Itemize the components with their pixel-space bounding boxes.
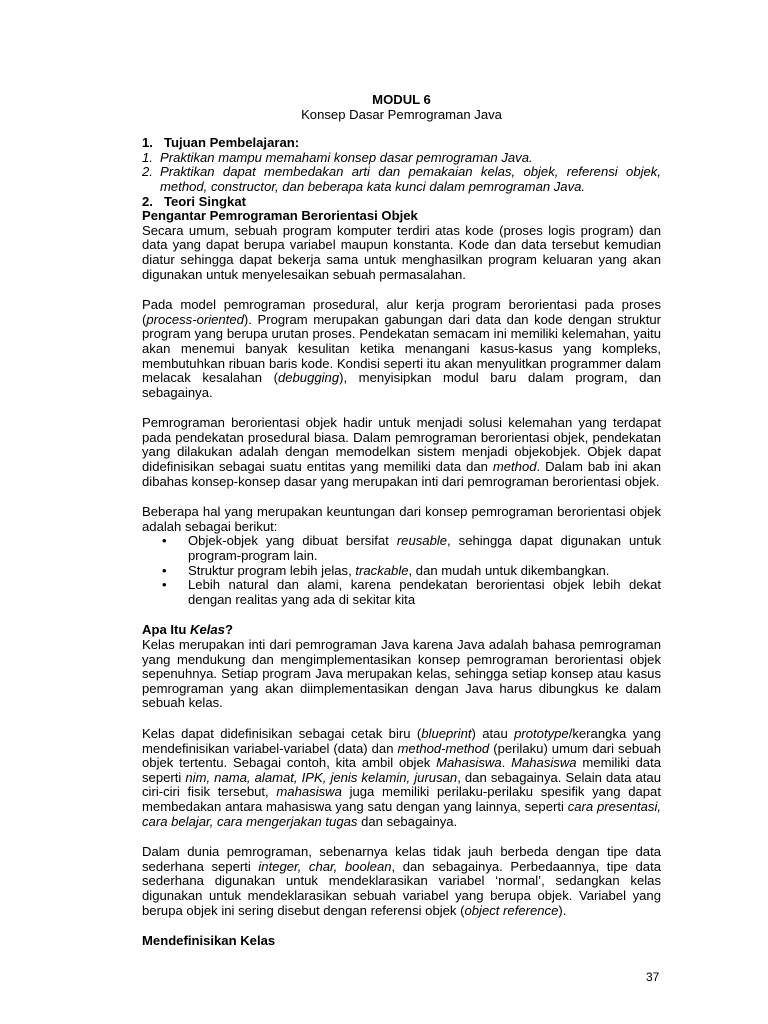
italic-term: blueprint [421, 725, 472, 741]
list-item [162, 534, 661, 563]
page-content [142, 93, 661, 949]
list-item [142, 165, 661, 194]
italic-term: mahasiswa [276, 784, 342, 800]
list-item [162, 578, 661, 607]
list-item [142, 151, 661, 166]
text-run: Kelas dapat didefinisikan sebagai cetak biru ( [142, 725, 422, 741]
bullet-icon: • [162, 533, 167, 549]
italic-term: Mahasiswa [436, 755, 502, 771]
subheading-pengantar: Pengantar Pemrograman Berorientasi Objek [142, 208, 418, 224]
list-item-text: Praktikan mampu memahami konsep dasar pemrograman Java. [160, 149, 533, 165]
text-run: Lebih natural dan alami, karena pendekatan berorientasi objek lebih dekat dengan realitas yang ada di sekitar kita [188, 577, 661, 607]
list-item-number: 1. [142, 149, 153, 165]
text-run: ) atau [471, 725, 515, 741]
list-item-text [188, 534, 661, 563]
text-run: dan sebagainya. [357, 813, 458, 829]
italic-term: method-method [397, 740, 490, 756]
section-teori-heading [142, 195, 661, 210]
page-number: 37 [646, 970, 660, 984]
section-title: Tujuan Pembelajaran: [164, 135, 300, 151]
text-run: ), menyisipkan modul baru dalam program, dan sebagainya. [142, 370, 662, 400]
text-run: memiliki data seperti [142, 755, 661, 785]
text-run: Objek-objek yang dibuat bersifat [188, 533, 397, 549]
text-run: , sehingga dapat digunakan untuk program-program lain. [188, 533, 661, 564]
italic-term: process-oriented [146, 311, 244, 327]
list-item-text [188, 578, 661, 607]
text-run: /kerangka yang mendefinisikan variabel-variabel (data) dan [142, 725, 662, 756]
italic-term: nim, nama, alamat, IPK, jenis kelamin, jurusan [185, 769, 458, 785]
subheading-kelas [142, 623, 661, 638]
text-run: Pada model pemrograman prosedural, alur kerja program berorientasi pada proses ( [142, 297, 661, 327]
text-run: Dalam dunia pemrograman, sebenarnya kelas tidak jauh berbeda dengan tipe data sederhana seperti [142, 844, 661, 874]
bullet-icon: • [162, 562, 167, 578]
text-run: ). [558, 902, 567, 918]
list-item [162, 564, 661, 579]
text-run: , dan sebagainya. Perbedaannya, tipe data sederhana digunakan untuk mendeklarasikan variabel ‘normal’, sedangkan kelas digunakan untuk mendeklarasikan sebuah variabel yang berupa objek. Variabel yang berupa objek ini sering disebut dengan referensi objek ( [142, 858, 662, 918]
text-run: ). Program merupakan gabungan dari data dan kode dengan struktur program yang berupa urutan proses. Pendekatan semacam ini memiliki kelemahan, yaitu akan menemui banyak kesulitan ketika menangani kasus-kasus yang kompleks, membutuhkan ribuan baris kode. Kondisi seperti itu akan menyulitkan programmer dalam melacak kesalahan ( [142, 311, 661, 386]
paragraph: Kelas merupakan inti dari pemrograman Java karena Java adalah bahasa pemrograman yang mendukung dan mengimplementasikan konsep pemrograman berorientasi objek sepenuhnya. Setiap program Java merupakan kelas, sehingga setiap konsep atau kasus pemrograman yang akan diimplementasikan dengan Java harus dibungkus ke dalam sebuah kelas. [142, 637, 661, 711]
subheading-mendefinisikan-kelas: Mendefinisikan Kelas [142, 933, 276, 949]
module-title: MODUL 6 [372, 92, 431, 107]
paragraph [142, 298, 661, 400]
module-subtitle: Konsep Dasar Pemrograman Java [301, 106, 502, 122]
section-number: 2. [142, 193, 153, 209]
italic-term: reusable [396, 533, 448, 549]
italic-term: Mahasiswa [511, 755, 577, 771]
text-run: . [501, 755, 512, 771]
bullet-list [142, 534, 661, 607]
text-run: juga memiliki perilaku-perilaku spesifik yang dapat membedakan antara mahasiswa yang satu dengan yang lainnya, seperti [142, 784, 661, 814]
section-number: 1. [142, 135, 153, 151]
section-tujuan-heading [142, 136, 661, 151]
text-run: Apa Itu [142, 622, 191, 638]
italic-term: debugging [277, 370, 340, 386]
list-item-text: Praktikan dapat membedakan arti dan pemakaian kelas, objek, referensi objek, method, constructor, dan beberapa kata kunci dalam pemrograman Java. [160, 164, 661, 194]
text-run: Pemrograman berorientasi objek hadir untuk menjadi solusi kelemahan yang terdapat pada pendekatan prosedural biasa. Dalam pemrograman berorientasi objek, pendekatan yang dilakukan adalah dengan memodelkan sistem menjadi objekobjek. Objek dapat didefinisikan sebagai suatu entitas yang memiliki data dan [142, 415, 661, 475]
section-title: Teori Singkat [164, 193, 246, 209]
text-run: , dan mudah untuk dikembangkan. [408, 562, 610, 578]
paragraph: Secara umum, sebuah program komputer terdiri atas kode (proses logis program) dan data yang dapat berupa variabel maupun konstanta. Kode dan data tersebut kemudian diatur sehingga dapat bekerja sama untuk menghasilkan program keluaran yang akan digunakan untuk menyelesaikan sebuah permasalahan. [142, 222, 661, 282]
italic-term: method [492, 459, 537, 475]
italic-term: Kelas [190, 622, 225, 638]
list-item-number: 2. [142, 164, 153, 180]
italic-term: prototype [514, 725, 569, 741]
text-run: (perilaku) umum dari sebuah objek tertentu. Sebagai contoh, kita ambil objek [142, 740, 661, 771]
bullet-icon: • [162, 577, 167, 593]
text-run: , dan sebagainya. Selain data atau ciri-ciri fisik tersebut, [142, 769, 661, 800]
paragraph: Beberapa hal yang merupakan keuntungan dari konsep pemrograman berorientasi objek adalah sebagai berikut: [142, 504, 661, 534]
italic-term: trackable [355, 562, 409, 578]
text-run: ? [224, 622, 233, 638]
paragraph [142, 416, 661, 489]
italic-term: cara presentasi, cara belajar, cara mengerjakan tugas [142, 798, 661, 829]
paragraph [142, 727, 661, 829]
italic-term: integer, char, boolean [258, 858, 392, 874]
list-item-text [188, 564, 661, 579]
italic-term: object reference [464, 902, 559, 918]
text-run: Struktur program lebih jelas, [188, 562, 356, 578]
paragraph [142, 845, 661, 918]
text-run: . Dalam bab ini akan dibahas konsep-konsep dasar yang merupakan inti dari pemrograman berorientasi objek. [142, 459, 661, 489]
